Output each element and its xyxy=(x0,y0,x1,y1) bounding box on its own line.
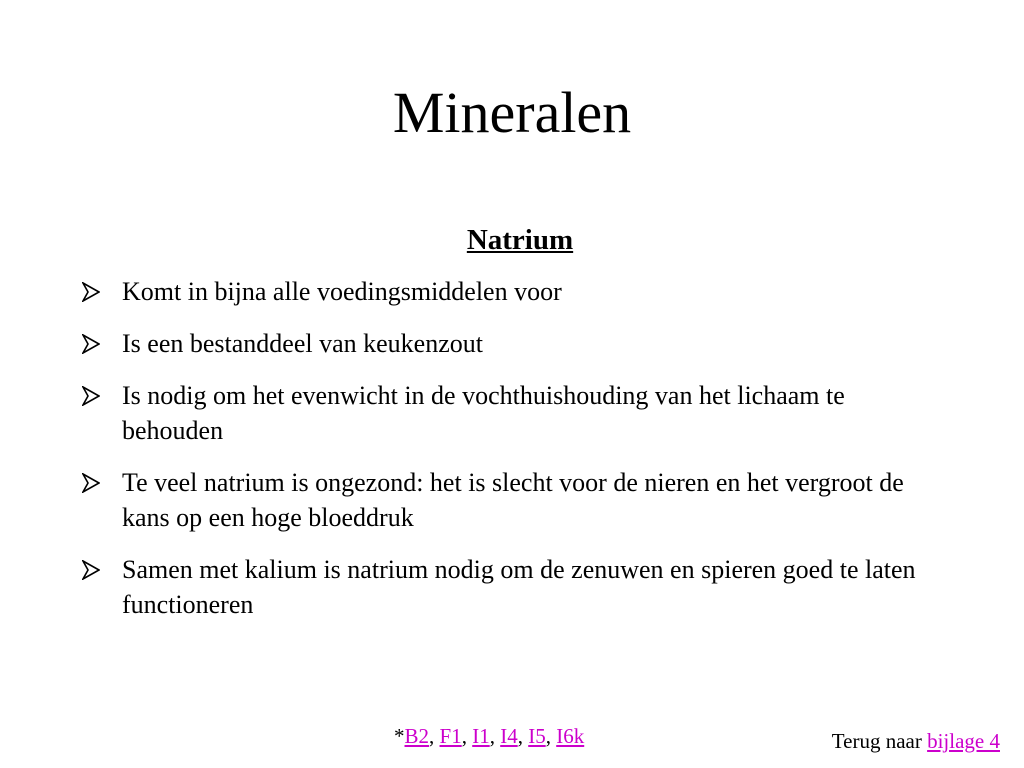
bullet-text: Samen met kalium is natrium nodig om de zenuwen en spieren goed te laten functioneren xyxy=(122,555,916,619)
ref-link-i1[interactable]: I1 xyxy=(472,724,490,748)
ref-separator: , xyxy=(517,724,529,748)
arrowhead-bullet-icon xyxy=(80,552,102,587)
list-item xyxy=(80,326,940,361)
bullet-text: Te veel natrium is ongezond: het is slecht voor de nieren en het vergroot de kans op een hoge bloeddruk xyxy=(122,468,904,532)
ref-separator: , xyxy=(489,724,501,748)
back-link-bijlage-4[interactable]: bijlage 4 xyxy=(927,729,1000,753)
bullet-text: Is nodig om het evenwicht in de vochthuishouding van het lichaam te behouden xyxy=(122,381,845,445)
arrowhead-bullet-icon xyxy=(80,274,102,309)
footer-back-navigation xyxy=(832,727,1000,755)
list-item xyxy=(80,465,940,535)
ref-link-b2[interactable]: B2 xyxy=(404,724,430,748)
bullet-list xyxy=(80,274,940,639)
ref-link-i5[interactable]: I5 xyxy=(528,724,546,748)
bullet-text: Komt in bijna alle voedingsmiddelen voor xyxy=(122,277,562,306)
ref-separator: , xyxy=(461,724,473,748)
arrowhead-bullet-icon xyxy=(80,326,102,361)
section-heading: Natrium xyxy=(466,224,574,256)
back-text: Terug naar xyxy=(831,729,928,753)
list-item xyxy=(80,378,940,448)
slide-title: Mineralen xyxy=(392,80,632,145)
ref-link-i6k[interactable]: I6k xyxy=(556,724,585,748)
refs-prefix: * xyxy=(394,724,405,748)
arrowhead-bullet-icon xyxy=(80,378,102,413)
list-item xyxy=(80,552,940,622)
list-item xyxy=(80,274,940,309)
ref-link-f1[interactable]: F1 xyxy=(439,724,462,748)
arrowhead-bullet-icon xyxy=(80,465,102,500)
footer-references xyxy=(394,722,584,750)
ref-separator: , xyxy=(429,724,440,748)
bullet-text: Is een bestanddeel van keukenzout xyxy=(122,329,483,358)
ref-separator: , xyxy=(545,724,557,748)
ref-link-i4[interactable]: I4 xyxy=(500,724,518,748)
